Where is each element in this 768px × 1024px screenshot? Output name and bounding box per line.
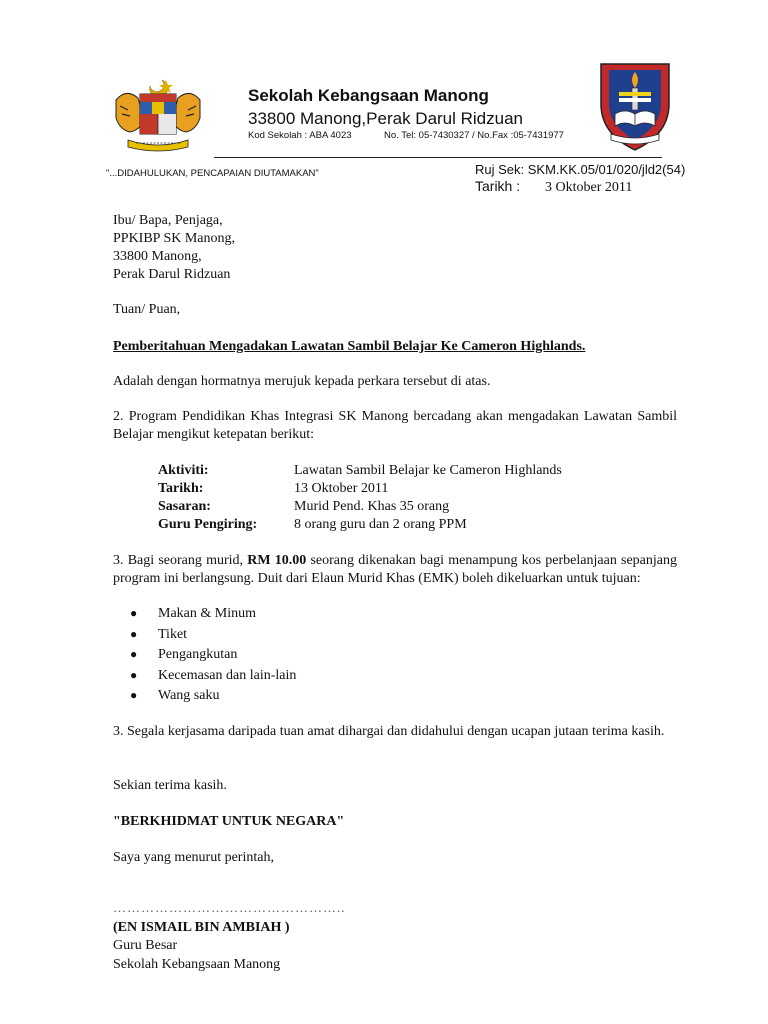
detail-row: [158, 516, 562, 534]
list-item: [130, 686, 296, 707]
signer-school: Sekolah Kebangsaan Manong: [113, 957, 281, 972]
detail-label: Sasaran:: [158, 499, 211, 514]
recipient-line: PPKIBP SK Manong,: [113, 231, 236, 246]
paragraph-3-end: seorang dikenakan bagi menampung kos perbelanjaan sepanjang program ini berlangsung. Duit dari Elaun Murid Khas (EMK) boleh dikeluarkan untuk tujuan:: [113, 553, 677, 586]
letter-subject: Pemberitahuan Mengadakan Lawatan Sambil Belajar Ke Cameron Highlands.: [113, 339, 586, 354]
detail-value: 8 orang guru dan 2 orang PPM: [294, 517, 467, 532]
expense-list: [130, 604, 296, 707]
paragraph-4: 3. Segala kerjasama daripada tuan amat dihargai dan didahului dengan ucapan jutaan terima kasih.: [113, 724, 665, 739]
detail-label: Aktiviti:: [158, 463, 209, 478]
bullet-icon: ●: [130, 626, 138, 641]
program-details: [158, 462, 562, 534]
recipient-line: 33800 Manong,: [113, 249, 202, 264]
closing-line: Sekian terima kasih.: [113, 778, 227, 793]
header-divider: [214, 157, 662, 158]
paragraph-2: 2. Program Pendidikan Khas Integrasi SK Manong bercadang akan mengadakan Lawatan Sambil Belajar mengikut ketepatan berikut:: [113, 409, 677, 442]
salutation: Tuan/ Puan,: [113, 302, 181, 317]
detail-row: [158, 480, 562, 498]
bullet-icon: ●: [130, 606, 138, 620]
list-item-label: Pengangkutan: [158, 647, 238, 662]
school-code: Kod Sekolah : ABA 4023: [248, 130, 352, 141]
bullet-icon: ●: [130, 667, 138, 682]
recipient-line: Perak Darul Ridzuan: [113, 267, 231, 282]
date-label: Tarikh :: [475, 178, 521, 194]
list-item-label: Wang saku: [158, 688, 220, 703]
detail-value: 13 Oktober 2011: [294, 481, 389, 496]
detail-row: [158, 498, 562, 516]
detail-label: Tarikh:: [158, 481, 204, 496]
list-item: [130, 604, 296, 625]
fee-amount: RM 10.00: [247, 553, 307, 568]
school-crest-emblem: [597, 60, 673, 154]
recipient-line: Ibu/ Bapa, Penjaga,: [113, 213, 223, 228]
school-address: 33800 Manong,Perak Darul Ridzuan: [248, 109, 524, 128]
paragraph-1: Adalah dengan hormatnya merujuk kepada perkara tersebut di atas.: [113, 374, 491, 389]
list-item-label: Kecemasan dan lain-lain: [158, 667, 297, 683]
recipient-address: [113, 212, 235, 284]
paragraph-3-start: 3. Bagi seorang murid,: [113, 553, 248, 568]
date-value: 3 Oktober 2011: [545, 180, 633, 195]
list-item-label: Tiket: [158, 626, 188, 642]
bullet-icon: ●: [130, 647, 138, 661]
list-item: [130, 625, 296, 646]
list-item: [130, 645, 296, 666]
list-item-label: Makan & Minum: [158, 606, 256, 621]
bullet-icon: ●: [130, 688, 138, 702]
detail-value: Lawatan Sambil Belajar ke Cameron Highlands: [294, 463, 562, 478]
paragraph-3: [113, 552, 677, 588]
detail-label: Guru Pengiring:: [158, 517, 258, 532]
coat-of-arms-emblem: [110, 76, 206, 154]
school-motto: "...DIDAHULUKAN, PENCAPAIAN DIUTAMAKAN": [106, 168, 319, 179]
detail-row: [158, 462, 562, 480]
list-item: [130, 666, 296, 687]
signer-title: Guru Besar: [113, 938, 178, 953]
signer-name: (EN ISMAIL BIN AMBIAH ): [113, 920, 290, 935]
order-line: Saya yang menurut perintah,: [113, 850, 274, 865]
slogan: "BERKHIDMAT UNTUK NEGARA": [113, 814, 345, 829]
detail-value: Murid Pend. Khas 35 orang: [294, 499, 450, 514]
reference-number: Ruj Sek: SKM.KK.05/01/020/jld2(54): [475, 162, 686, 177]
signature-line: …………………………………………..: [113, 900, 346, 915]
school-name: Sekolah Kebangsaan Manong: [248, 86, 489, 105]
school-contact: No. Tel: 05-7430327 / No.Fax :05-7431977: [384, 130, 564, 141]
